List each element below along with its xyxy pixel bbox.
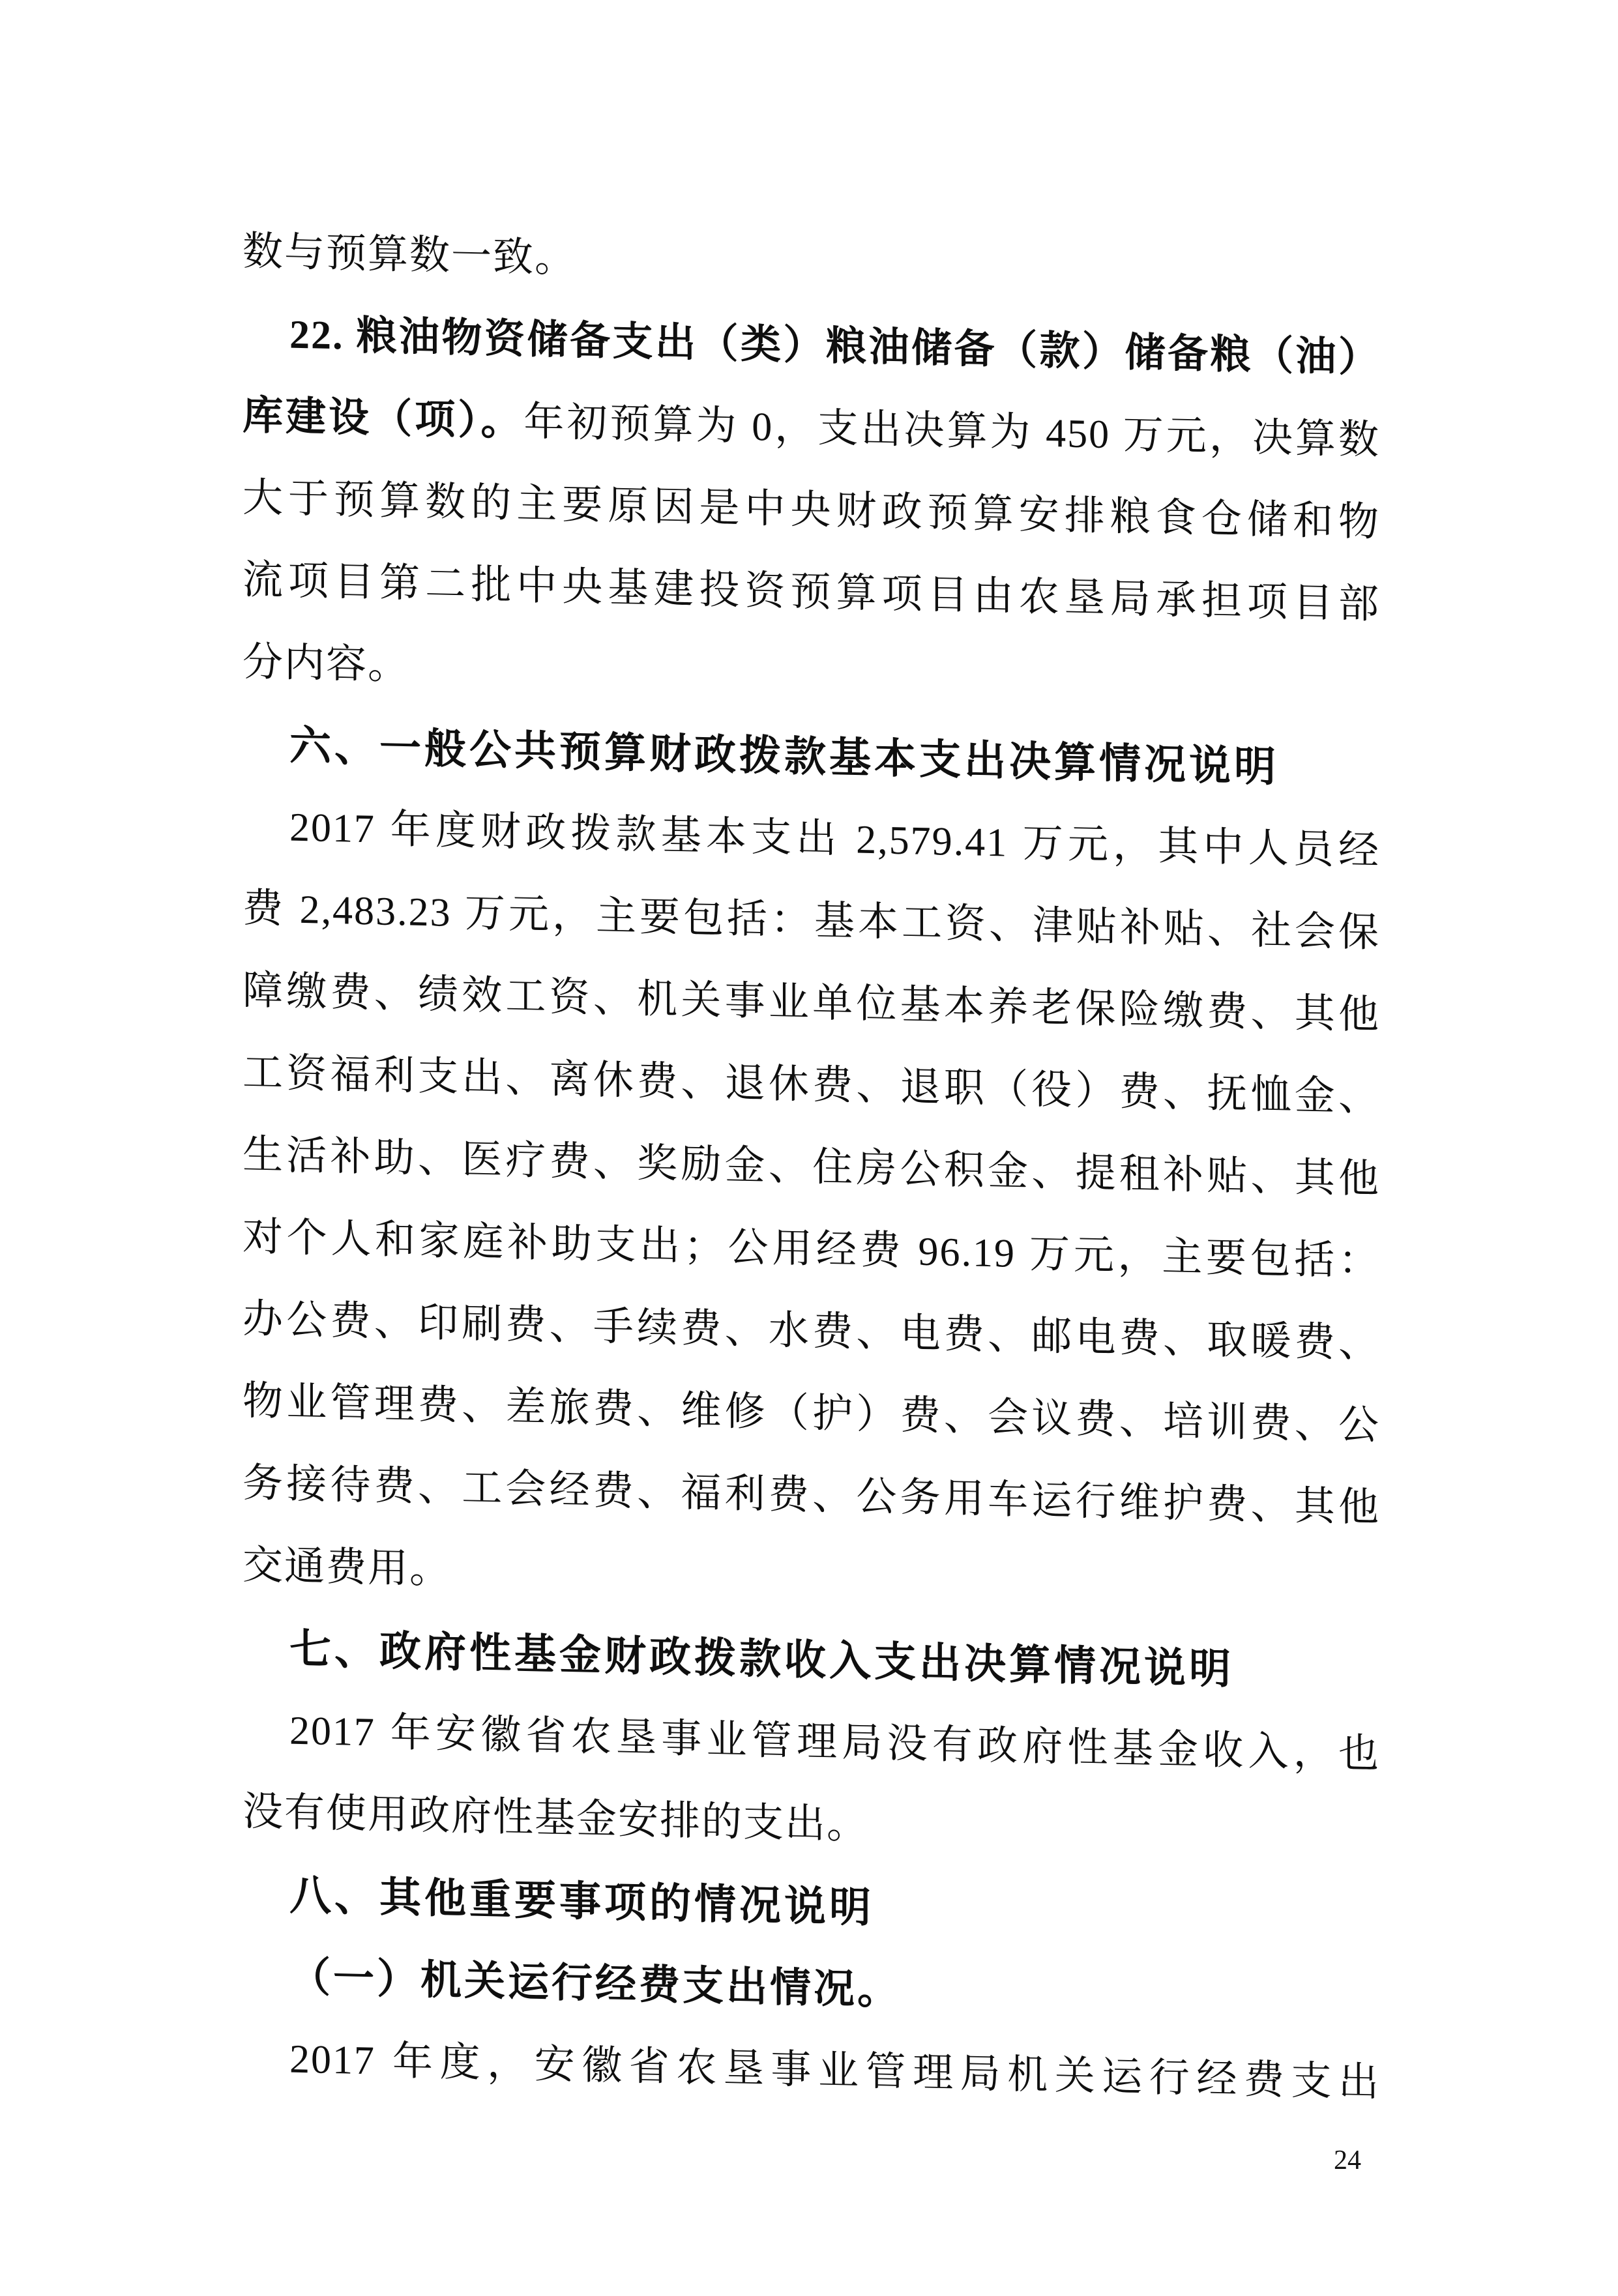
heading-text: （一）机关运行经费支出情况。 (289, 1954, 901, 2014)
line-text: 流项目第二批中央基建投资预算项目由农垦局承担项目部 (243, 558, 1380, 628)
line-text: 分内容。 (243, 640, 410, 688)
line-text-bold: 库建设（项）。 (243, 394, 524, 444)
text-block (243, 211, 1380, 2124)
line-text: 办公费、印刷费、手续费、水费、电费、邮电费、取暖费、 (243, 1297, 1380, 1367)
line-text: 2017 年度，安徽省农垦事业管理局机关运行经费支出 (289, 2037, 1380, 2106)
heading-text: 七、政府性基金财政拨款收入支出决算情况说明 (289, 1625, 1234, 1693)
line-text: 生活补助、医疗费、奖励金、住房公积金、提租补贴、其他 (243, 1133, 1380, 1202)
line-text: 年初预算为 0，支出决算为 450 万元，决算数 (523, 400, 1380, 463)
line-text-bold: 22. 粮油物资储备支出（类）粮油储备（款）储备粮（油） (289, 312, 1380, 381)
line-text: 数与预算数一致。 (243, 229, 577, 282)
line-text: 2017 年安徽省农垦事业管理局没有政府性基金收入，也 (289, 1708, 1380, 1777)
line-text: 务接待费、工会经费、福利费、公务用车运行维护费、其他 (243, 1461, 1380, 1531)
line-text: 对个人和家庭补助支出；公用经费 96.19 万元，主要包括： (243, 1215, 1380, 1285)
heading-text: 八、其他重要事项的情况说明 (289, 1871, 874, 1932)
line-text: 2017 年度财政拨款基本支出 2,579.41 万元，其中人员经 (289, 805, 1380, 874)
line-text: 物业管理费、差旅费、维修（护）费、会议费、培训费、公 (243, 1379, 1380, 1449)
heading-text: 六、一般公共预算财政拨款基本支出决算情况说明 (289, 721, 1279, 791)
line-text: 大于预算数的主要原因是中央财政预算安排粮食仓储和物 (243, 476, 1380, 545)
line-text: 费 2,483.23 万元，主要包括：基本工资、津贴补贴、社会保 (243, 886, 1380, 956)
line-text: 交通费用。 (243, 1543, 452, 1592)
page-number: 24 (1334, 2145, 1361, 2175)
line-text: 工资福利支出、离休费、退休费、退职（役）费、抚恤金、 (243, 1051, 1380, 1120)
line-text: 没有使用政府性基金安排的支出。 (243, 1790, 869, 1848)
line-text: 障缴费、绩效工资、机关事业单位基本养老保险缴费、其他 (243, 968, 1380, 1038)
